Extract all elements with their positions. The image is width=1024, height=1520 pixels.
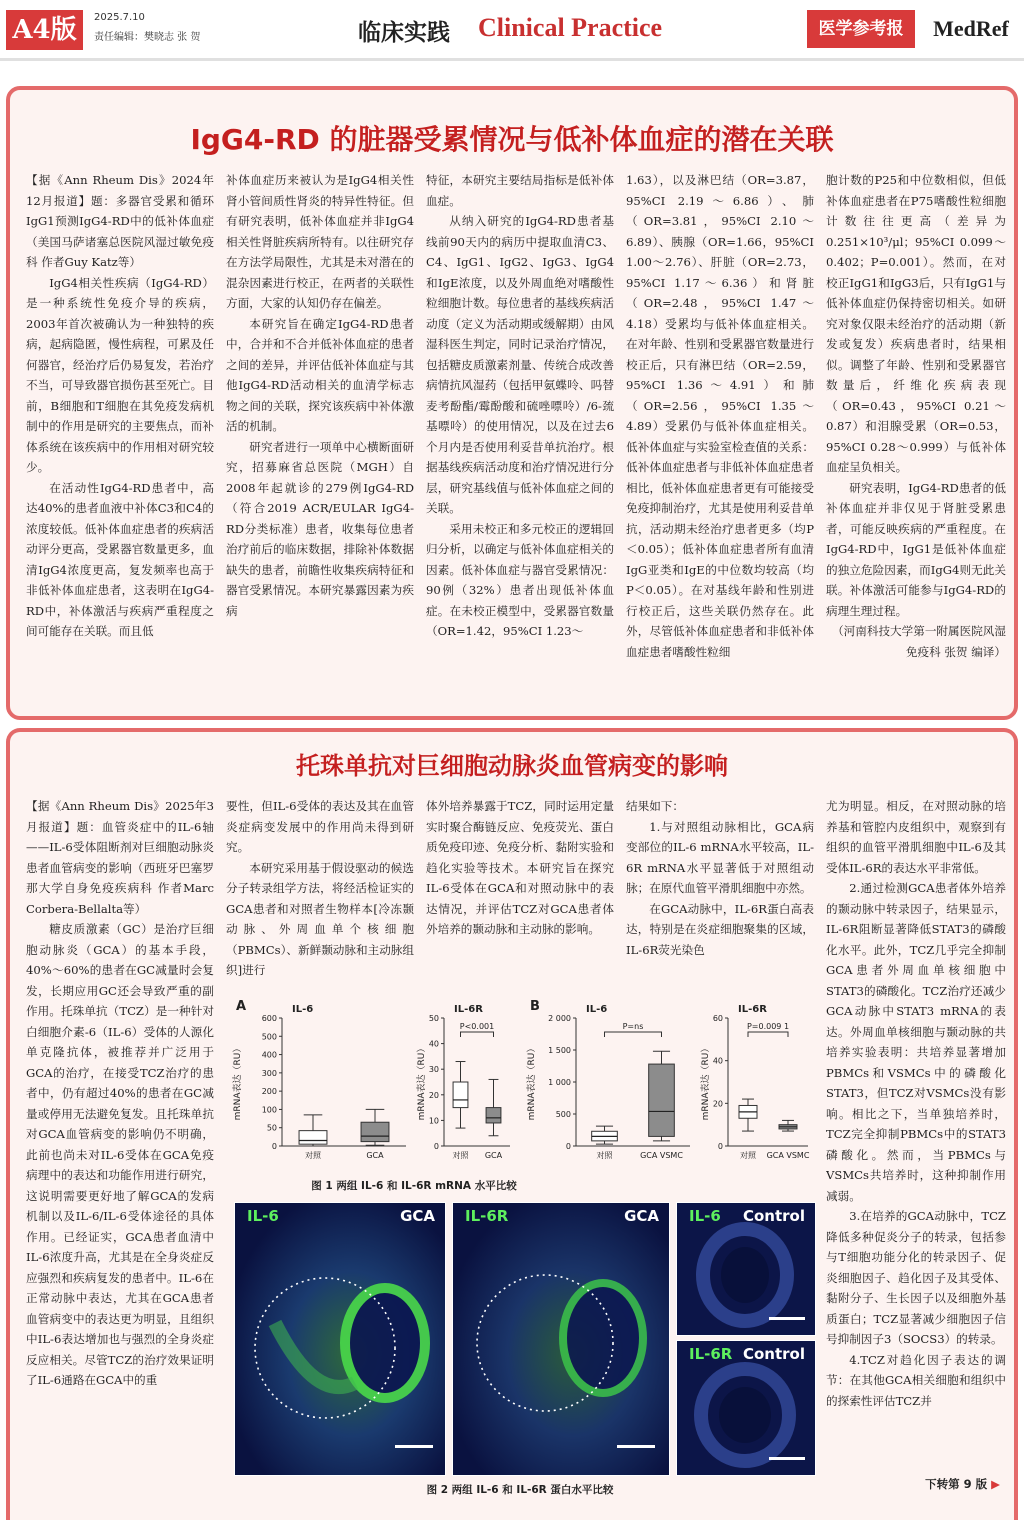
paragraph: 【据《Ann Rheum Dis》2025年3月报道】题：血管炎症中的IL-6轴——IL-6受体阻断剂对巨细胞动脉炎患者血管病变的影响（西班牙巴塞罗那大学自身免疫疾病科 作者Marc Corbera-Bellalta等） — [26, 799, 214, 916]
paragraph: 体外培养暴露于TCZ，同时运用定量实时聚合酶链反应、免疫荧光、蛋白质免疫印迹、免疫分析、黏附实验和趋化实验等技术。本研究旨在探究IL-6受体在GCA和对照动脉中的表达情况，并评估TCZ对GCA患者体外培养的颞动脉和主动脉的影响。 — [426, 799, 614, 936]
y-tick-label: 20 — [428, 1090, 439, 1100]
boxplot-il6r-a — [414, 994, 518, 1174]
y-tick-label: 50 — [266, 1123, 277, 1133]
x-tick-label: GCA VSMC — [640, 1151, 683, 1160]
panel-label: B — [530, 999, 540, 1014]
section-title-cn: 临床实践 — [358, 19, 450, 46]
brand-name-cn: 医学参考报 — [807, 10, 915, 48]
micrograph-image — [235, 1203, 446, 1476]
paragraph: 结果如下： — [626, 799, 684, 813]
paragraph: IgG4相关性疾病（IgG4-RD）是一种系统性免疫介导的疾病，2003年首次被确认为一种独特的疾病，起病隐匿，慢性病程，可累及任何器官，经治疗后仍易复发，若治疗不当，可导致器官损伤甚至死亡。目前，B细胞和T细胞在其免疫发病机制中的作用是研究的主要焦点，而补体系统在该疾病中的作用相对研究较少。 — [26, 275, 214, 474]
stain-label: IL-6R — [465, 1207, 509, 1225]
y-tick-label: 2 000 — [548, 1014, 571, 1023]
y-axis-label: mRNA表达（RU） — [701, 1043, 711, 1121]
header-rule — [0, 58, 1024, 61]
y-tick-label: 60 — [712, 1014, 723, 1023]
paragraph: 研究表明，IgG4-RD患者的低补体血症并非仅见于肾脏受累患者，可能反映疾病的严重程度。在IgG4-RD中，IgG1是低补体血症的独立危险因素，而IgG4则无此关联。补体激活可能参与IgG4-RD的病理生理过程。 — [826, 480, 1006, 618]
y-tick-label: 1 000 — [548, 1078, 571, 1087]
group-label: GCA — [624, 1207, 659, 1225]
box — [453, 1082, 468, 1108]
article-column-4 — [626, 796, 814, 982]
translator-signature: （河南科技大学第一附属医院风湿免疫科 张贺 编译） — [832, 624, 1006, 659]
micrograph-il6-gca — [234, 1202, 446, 1476]
paragraph: 3.在培养的GCA动脉中，TCZ降低多种促炎分子的转录，包括参与T细胞功能分化的转录因子、促炎细胞因子、趋化因子及其受体、黏附分子、生长因子以及细胞外基质蛋白；TCZ显著减少细胞因子信号抑制因子3（SOCS3）的转录。 — [826, 1209, 1006, 1346]
paragraph: 胞计数的P25和中位数相似，但低补体血症患者在P75嗜酸性粒细胞计数往往更高（差异为0.251×10³/μl；95%CI 0.099～0.402；P=0.001）。然而，在对校正IgG1和IgG3后，只有IgG1与低补体血症仍保持密切相关。如研究对象仅限未经治疗的活动期（新发或复发）疾病患者时，结果相似。调整了年龄、性别和受累器官数量后，纤维化疾病表现（OR=0.43，95%CI 0.21～0.87）和泪腺受累（OR=0.53，95%CI 0.28～0.999）与低补体血症呈负相关。 — [826, 173, 1006, 474]
article-column-2 — [226, 170, 414, 710]
paragraph: 在活动性IgG4-RD患者中，高达40%的患者血液中补体C3和C4的浓度较低。低补体血症患者的疾病活动评分更高，受累器官数量更多，血清IgG4浓度更高，复发频率也高于非低补体血症患者，这表明在IgG4-RD中，补体激活与疾病严重程度之间可能存在关联。而且低 — [26, 480, 214, 638]
chart-title: IL-6R — [738, 1004, 767, 1015]
y-tick-label: 0 — [717, 1142, 723, 1151]
y-tick-label: 100 — [261, 1105, 277, 1115]
paragraph: 本研究采用基于假设驱动的候选分子转录组学方法，将经活检证实的GCA患者和对照者生物样本[冷冻颞动脉、外周血单个核细胞（PBMCs）、新鲜颞动脉和主动脉组织]进行 — [226, 860, 414, 977]
significance-bracket — [748, 1032, 788, 1037]
y-tick-label: 500 — [555, 1110, 571, 1119]
significance-bracket — [605, 1032, 662, 1037]
y-tick-label: 50 — [428, 1014, 439, 1023]
article-column-5 — [826, 796, 1006, 1476]
article-column-4 — [626, 170, 814, 710]
edition-badge: A4版 — [6, 10, 83, 50]
paragraph: 补体血症历来被认为是IgG4相关性肾小管间质性肾炎的特异性特征。但有研究表明，低补体血症并非IgG4相关性肾脏疾病所特有。以往研究存在方法学局限性，尤其是未对潜在的混杂因素进行校正，在两者的关联性方面，大家的认知仍存在偏差。 — [226, 173, 414, 310]
paragraph: 在GCA动脉中，IL-6R蛋白高表达，特别是在炎症细胞聚集的区域，IL-6R荧光染色 — [626, 901, 814, 957]
paragraph: 1.63），以及淋巴结（OR=3.87，95%CI 2.19～6.86）、肺（OR=3.81，95%CI 2.10～6.89）、胰腺（OR=1.66，95%CI 1.00～2.76）、肝脏（OR=2.73，95%CI 1.17～6.36）和肾脏（OR=2.48，95%CI 1.47～4.18）受累均与低补体血症相关。在对年龄、性别和受累器官数量进行校正后，只有淋巴结（OR=2.59，95%CI 1.36～4.91）和肺（OR=2.56，95%CI 1.35～4.89）受累仍与低补体血症相关。低补体血症与实验室检查值的关系：低补体血症患者与非低补体血症患者相比，低补体血症患者更有可能接受免疫抑制治疗，尤其是使用利妥昔单抗，活动期未经治疗患者更多（均P＜0.05）；低补体血症患者所有血清IgG亚类和IgE的中位数均较高（均P＜0.05）。在对基线年龄和性别进行校正后，这些关联仍然存在。此外，尽管低补体血症患者和非低补体血症患者嗜酸性粒细 — [626, 173, 814, 659]
box — [299, 1131, 327, 1145]
y-tick-label: 10 — [428, 1116, 439, 1126]
y-axis-label: mRNA表达（RU） — [417, 1043, 427, 1121]
chart-title: IL-6 — [292, 1004, 314, 1015]
y-tick-label: 600 — [261, 1014, 277, 1023]
continue-text: 下转第 9 版 — [925, 1477, 988, 1491]
paragraph: 1.与对照组动脉相比，GCA病变部位的IL-6 mRNA水平较高，IL-6R mRNA水平显著低于对照组动脉；在原代血管平滑肌细胞中亦然。 — [626, 819, 814, 895]
y-axis-label: mRNA表达（RU） — [233, 1043, 243, 1121]
article-column-3 — [426, 170, 614, 710]
article-column-1 — [26, 796, 214, 1496]
group-label: Control — [742, 1345, 805, 1363]
paragraph: 研究者进行一项单中心横断面研究，招募麻省总医院（MGH）自2008年起就诊的279例IgG4-RD（符合2019 ACR/EULAR IgG4-RD分类标准）患者，收集每位患者治疗前后的临床数据，排除补体数据缺失的患者，前瞻性收集疾病特征和器官受累情况。本研究暴露因素为疾病 — [226, 439, 414, 618]
y-tick-label: 40 — [712, 1056, 723, 1066]
x-tick-label: 对照 — [305, 1151, 321, 1160]
stain-label: IL-6 — [689, 1207, 721, 1225]
micrograph-il6r-control — [676, 1340, 816, 1476]
x-tick-label: GCA VSMC — [766, 1151, 810, 1160]
paragraph: 糖皮质激素（GC）是治疗巨细胞动脉炎（GCA）的基本手段，40%～60%的患者在GC减量时会复发，长期应用GC还会导致严重的副作用。托珠单抗（TCZ）是一种针对白细胞介素-6（IL-6）受体的人源化单克隆抗体，被推荐并广泛用于GCA的治疗，在接受TCZ治疗的患者中，仍有超过40%的患者在GC减量或停用无法避免复发。且托珠单抗对GCA血管病变的影响仍不明确，此前也尚未对IL-6受体在GCA免疫病理中的表达和功能作用进行研究，这说明需要更好地了解GCA的发病机制以及IL-6/IL-6受体途径的具体作用。已经证实，GCA患者血清中IL-6浓度升高，尤其是在全身炎症反应强烈和疾病复发的患者中。IL-6在正常动脉中表达，尤其在GCA患者血管病变中的表达更为明显，且组织中IL-6表达增加也与强烈的全身炎症反应相关。尽管TCZ的治疗效果证明了IL-6通路在GCA中的重 — [26, 922, 214, 1387]
paragraph: 本研究旨在确定IgG4-RD患者中，合并和不合并低补体血症的患者之间的差异，并评估低补体血症与其他IgG4-RD活动相关的血清学标志物之间的关联，探究该疾病中补体激活的机制。 — [226, 316, 414, 433]
y-tick-label: 300 — [261, 1068, 277, 1078]
figure-1-caption: 图 1 两组 IL-6 和 IL-6R mRNA 水平比较 — [311, 1180, 517, 1192]
issue-date: 2025.7.10 — [94, 12, 145, 23]
box — [486, 1108, 501, 1123]
article-title: 托珠单抗对巨细胞动脉炎血管病变的影响 — [296, 752, 728, 780]
x-tick-label: GCA — [484, 1151, 503, 1160]
chart-title: IL-6R — [454, 1004, 483, 1015]
x-tick-label: GCA — [366, 1151, 384, 1160]
brand-name-en: MedRef — [933, 16, 1009, 41]
paragraph: 【据《Ann Rheum Dis》2024年12月报道】题：多器官受累和循环IgG1预测IgG4-RD中的低补体血症（美国马萨诸塞总医院风湿过敏免疫科 作者Guy Katz等） — [26, 173, 214, 269]
boxplot-il6-b — [518, 994, 698, 1174]
article-column-5 — [826, 170, 1006, 710]
paragraph: 要性，但IL-6受体的表达及其在血管炎症病变发展中的作用尚未得到研究。 — [226, 799, 414, 854]
stain-label: IL-6R — [689, 1345, 733, 1363]
continue-note — [925, 1476, 1000, 1492]
x-tick-label: 对照 — [452, 1151, 469, 1160]
boxplot-il6r-b — [698, 994, 816, 1174]
y-tick-label: 1 500 — [548, 1046, 571, 1055]
paragraph: 采用未校正和多元校正的逻辑回归分析，以确定与低补体血症相关的因素。低补体血症与器官受累情况：90例（32%）患者出现低补体血症。在未校正模型中，受累器官数量（OR=1.42，95%CI 1.23～ — [426, 521, 614, 638]
chart-title: IL-6 — [586, 1004, 608, 1015]
group-label: Control — [742, 1207, 805, 1225]
boxplot-il6-a — [224, 994, 414, 1174]
editors: 责任编辑：樊晓志 张 贺 — [94, 32, 201, 43]
micrograph-image — [453, 1203, 670, 1476]
y-tick-label: 0 — [565, 1142, 571, 1151]
article-title: IgG4-RD 的脏器受累情况与低补体血症的潜在关联 — [190, 123, 834, 156]
micrograph-il6r-gca — [452, 1202, 670, 1476]
box — [361, 1122, 389, 1141]
micrograph-il6-control — [676, 1202, 816, 1336]
p-value-label: P=ns — [622, 1022, 644, 1031]
group-label: GCA — [400, 1207, 435, 1225]
article-igg4 — [6, 86, 1018, 720]
box — [649, 1064, 675, 1136]
y-tick-label: 30 — [428, 1065, 439, 1075]
y-tick-label: 20 — [712, 1099, 723, 1109]
paragraph: 特征，本研究主要结局指标是低补体血症。 — [426, 173, 614, 208]
y-tick-label: 0 — [433, 1142, 439, 1151]
p-value-label: P<0.001 — [459, 1022, 495, 1031]
paragraph: 2.通过检测GCA患者体外培养的颞动脉中转录因子，结果显示，IL-6R阻断显著降低STAT3的磷酸化水平。此外，TCZ几乎完全抑制GCA患者外周血单核细胞中STAT3的磷酸化。TCZ治疗还减少GCA动脉中STAT3 mRNA的表达。外周血单核细胞与颞动脉的共培养实验表明：共培养显著增加PBMCs和VSMCs中的磷酸化STAT3，但TCZ对VSMCs没有影响。相比之下，当单独培养时，TCZ完全抑制PBMCs中的STAT3磷酸化。然而，当PBMCs与VSMCs共培养时，这种抑制作用减弱。 — [826, 881, 1006, 1203]
p-value-label: P=0.009 1 — [746, 1022, 790, 1031]
x-tick-label: 对照 — [740, 1151, 756, 1160]
y-tick-label: 500 — [261, 1032, 277, 1042]
y-tick-label: 0 — [271, 1142, 277, 1151]
y-tick-label: 200 — [261, 1087, 277, 1097]
article-column-1 — [26, 170, 214, 710]
page-header — [0, 0, 1024, 56]
section-title-en: Clinical Practice — [478, 13, 663, 42]
article-column-2 — [226, 796, 414, 982]
panel-label: A — [236, 999, 247, 1014]
significance-bracket — [461, 1032, 494, 1037]
paragraph: 从纳入研究的IgG4-RD患者基线前90天内的病历中提取血清C3、C4、IgG1、IgG2、IgG3、IgG4和IgE浓度，以及外周血绝对嗜酸性粒细胞计数。每位患者的基线疾病活动度（定义为活动期或缓解期）由风湿科医生判定，同时记录治疗情况，包括糖皮质激素剂量、传统合成改善病情抗风湿药（包括甲氨蝶呤、吗替麦考酚酯/霉酚酸和硫唑嘌呤）/6-巯基嘌呤）的使用情况，以及在过去6个月内是否使用利妥昔单抗治疗。根据基线疾病活动度和治疗情况进行分层，研究基线值与低补体血症之间的关联。 — [426, 214, 614, 515]
arrow-right-icon: ▶ — [991, 1477, 1000, 1491]
stain-label: IL-6 — [247, 1207, 279, 1225]
article-column-3 — [426, 796, 614, 982]
y-tick-label: 400 — [261, 1050, 277, 1060]
paragraph: 尤为明显。相反，在对照动脉的培养基和管腔内皮组织中，观察到有组织的血管平滑肌细胞中IL-6及其受体IL-6R的表达水平非常低。 — [826, 799, 1006, 875]
y-tick-label: 40 — [428, 1039, 439, 1049]
figure-2-caption: 图 2 两组 IL-6 和 IL-6R 蛋白水平比较 — [426, 1484, 614, 1496]
article-tocilizumab — [6, 728, 1018, 1520]
x-tick-label: 对照 — [596, 1151, 613, 1160]
y-axis-label: mRNA表达（RU） — [527, 1043, 537, 1121]
paragraph: 4.TCZ对趋化因子表达的调节：在其他GCA相关细胞和组织中的探索性评估TCZ并 — [826, 1352, 1006, 1408]
